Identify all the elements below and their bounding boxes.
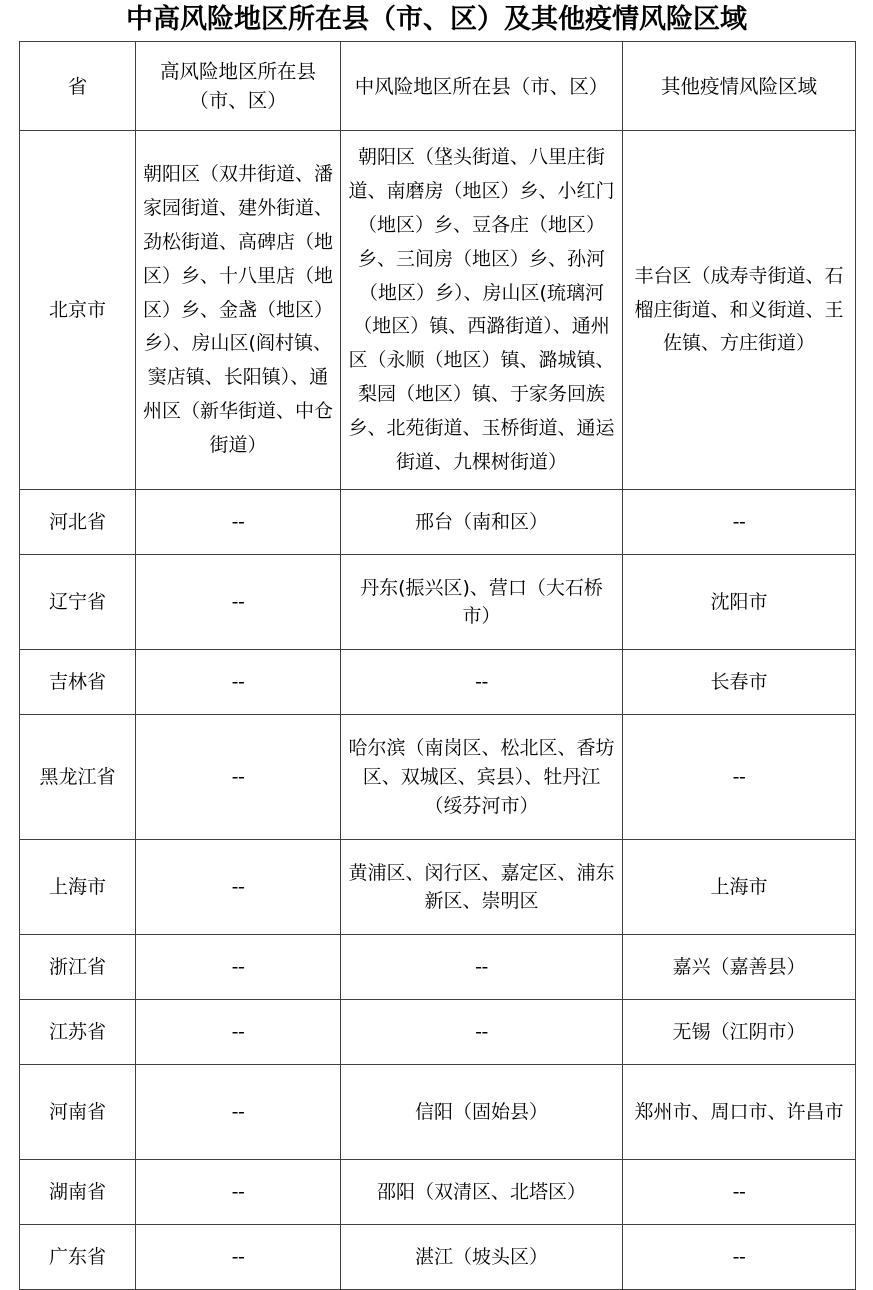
cell-medium-risk: 黄浦区、闵行区、嘉定区、浦东新区、崇明区 <box>341 840 623 935</box>
column-header-province: 省 <box>20 42 136 131</box>
cell-province: 吉林省 <box>20 650 136 715</box>
cell-medium-risk: -- <box>341 1000 623 1065</box>
table-header-row <box>20 42 856 131</box>
cell-high-risk: -- <box>136 1225 341 1290</box>
cell-province: 江苏省 <box>20 1000 136 1065</box>
table-row <box>20 1065 856 1160</box>
cell-other-risk: 长春市 <box>623 650 856 715</box>
table-row <box>20 840 856 935</box>
column-header-high-risk: 高风险地区所在县（市、区） <box>136 42 341 131</box>
column-header-other-risk: 其他疫情风险区域 <box>623 42 856 131</box>
cell-province: 北京市 <box>20 131 136 490</box>
cell-high-risk: -- <box>136 840 341 935</box>
cell-medium-risk: 哈尔滨（南岗区、松北区、香坊区、双城区、宾县）、牡丹江（绥芬河市） <box>341 715 623 840</box>
column-header-medium-risk: 中风险地区所在县（市、区） <box>341 42 623 131</box>
table-row <box>20 555 856 650</box>
table-row <box>20 1225 856 1290</box>
cell-province: 河南省 <box>20 1065 136 1160</box>
cell-other-risk: 沈阳市 <box>623 555 856 650</box>
cell-high-risk: -- <box>136 1000 341 1065</box>
cell-high-risk: -- <box>136 555 341 650</box>
cell-other-risk: 无锡（江阴市） <box>623 1000 856 1065</box>
cell-medium-risk: 湛江（坡头区） <box>341 1225 623 1290</box>
table-row <box>20 131 856 490</box>
cell-medium-risk: -- <box>341 650 623 715</box>
cell-other-risk: -- <box>623 715 856 840</box>
cell-other-risk: 嘉兴（嘉善县） <box>623 935 856 1000</box>
table-row <box>20 1000 856 1065</box>
table-row <box>20 490 856 555</box>
cell-other-risk: -- <box>623 1225 856 1290</box>
cell-province: 河北省 <box>20 490 136 555</box>
cell-medium-risk: -- <box>341 935 623 1000</box>
cell-high-risk: 朝阳区（双井街道、潘家园街道、建外街道、劲松街道、高碑店（地区）乡、十八里店（地区）乡、金盏（地区）乡）、房山区(阎村镇、窦店镇、长阳镇）、通州区（新华街道、中仓街道） <box>136 131 341 490</box>
cell-other-risk: -- <box>623 1160 856 1225</box>
cell-medium-risk: 丹东(振兴区)、营口（大石桥市） <box>341 555 623 650</box>
table-header <box>20 42 856 131</box>
table-row <box>20 935 856 1000</box>
cell-province: 广东省 <box>20 1225 136 1290</box>
cell-province: 浙江省 <box>20 935 136 1000</box>
cell-high-risk: -- <box>136 935 341 1000</box>
table-row <box>20 715 856 840</box>
table-body <box>20 131 856 1290</box>
cell-medium-risk: 邢台（南和区） <box>341 490 623 555</box>
cell-medium-risk: 朝阳区（垡头街道、八里庄街道、南磨房（地区）乡、小红门（地区）乡、豆各庄（地区）乡、三间房（地区）乡、孙河（地区）乡）、房山区(琉璃河（地区）镇、西潞街道）、通州区（永顺（地区）镇、潞城镇、梨园（地区）镇、于家务回族乡、北苑街道、玉桥街道、通运街道、九棵树街道） <box>341 131 623 490</box>
table-row <box>20 650 856 715</box>
cell-medium-risk: 邵阳（双清区、北塔区） <box>341 1160 623 1225</box>
cell-high-risk: -- <box>136 490 341 555</box>
cell-high-risk: -- <box>136 1065 341 1160</box>
cell-medium-risk: 信阳（固始县） <box>341 1065 623 1160</box>
cell-province: 上海市 <box>20 840 136 935</box>
cell-other-risk: 郑州市、周口市、许昌市 <box>623 1065 856 1160</box>
cell-other-risk: -- <box>623 490 856 555</box>
risk-area-table <box>19 41 856 1290</box>
cell-province: 辽宁省 <box>20 555 136 650</box>
cell-other-risk: 丰台区（成寿寺街道、石榴庄街道、和义街道、王佐镇、方庄街道） <box>623 131 856 490</box>
cell-high-risk: -- <box>136 715 341 840</box>
cell-high-risk: -- <box>136 650 341 715</box>
cell-province: 湖南省 <box>20 1160 136 1225</box>
cell-province: 黑龙江省 <box>20 715 136 840</box>
cell-high-risk: -- <box>136 1160 341 1225</box>
table-row <box>20 1160 856 1225</box>
cell-other-risk: 上海市 <box>623 840 856 935</box>
page-title: 中高风险地区所在县（市、区）及其他疫情风险区域 <box>126 4 747 35</box>
